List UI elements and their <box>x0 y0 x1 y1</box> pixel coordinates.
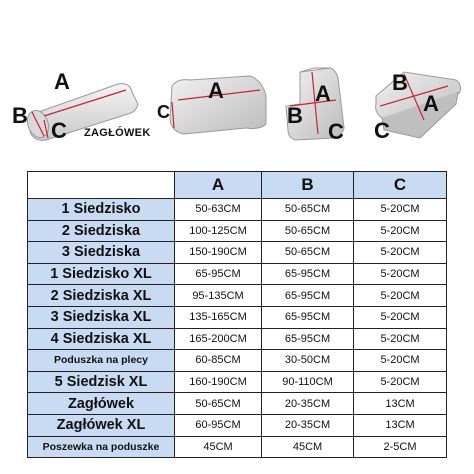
pillow-label-c: C <box>51 118 67 143</box>
cell-c: 5-20CM <box>354 199 447 221</box>
table-row <box>28 242 447 264</box>
cell-c: 5-20CM <box>354 371 447 393</box>
table-row <box>28 285 447 307</box>
row-name: 2 Siedziska XL <box>28 285 175 307</box>
cell-a: 95-135CM <box>175 285 262 307</box>
header-b: B <box>262 172 354 199</box>
cell-b: 50-65CM <box>262 199 354 221</box>
header-c: C <box>354 172 447 199</box>
cushion-label-a: A <box>423 91 439 116</box>
seat-label-c: C <box>157 102 170 122</box>
cell-c: 13CM <box>354 414 447 436</box>
table-row <box>28 414 447 436</box>
row-name: 1 Siedzisko <box>28 199 175 221</box>
cushion-label-b: B <box>392 70 408 95</box>
row-name: 5 Siedzisk XL <box>28 371 175 393</box>
cell-a: 50-63CM <box>175 199 262 221</box>
cell-b: 65-95CM <box>262 328 354 350</box>
header-a: A <box>175 172 262 199</box>
cushion-label-c: C <box>374 118 390 143</box>
cell-b: 65-95CM <box>262 285 354 307</box>
back-label-a: A <box>315 81 331 106</box>
cell-b: 50-65CM <box>262 220 354 242</box>
cell-b: 50-65CM <box>262 242 354 264</box>
table-row <box>28 199 447 221</box>
cell-c: 5-20CM <box>354 285 447 307</box>
cell-c: 5-20CM <box>354 263 447 285</box>
row-name: 1 Siedzisko XL <box>28 263 175 285</box>
cell-c: 2-5CM <box>354 436 447 458</box>
cell-c: 5-20CM <box>354 350 447 372</box>
row-name: 4 Siedziska XL <box>28 328 175 350</box>
table-row <box>28 306 447 328</box>
row-name: Poszewka na poduszke <box>28 436 175 458</box>
size-table-header-row <box>28 172 447 199</box>
cell-b: 20-35CM <box>262 393 354 415</box>
row-name: Zagłówek XL <box>28 414 175 436</box>
table-row <box>28 371 447 393</box>
seat-label-a: A <box>208 78 224 103</box>
pillow-label-b: B <box>12 103 28 128</box>
cell-a: 160-190CM <box>175 371 262 393</box>
cell-b: 90-110CM <box>262 371 354 393</box>
cell-a: 45CM <box>175 436 262 458</box>
row-name: Poduszka na plecy <box>28 350 175 372</box>
cell-a: 165-200CM <box>175 328 262 350</box>
row-name: Zagłówek <box>28 393 175 415</box>
cell-c: 13CM <box>354 393 447 415</box>
cell-a: 100-125CM <box>175 220 262 242</box>
headrest-caption: ZAGŁÓWEK <box>84 127 151 139</box>
cell-b: 45CM <box>262 436 354 458</box>
row-name: 2 Siedziska <box>28 220 175 242</box>
back-label-c: C <box>328 119 344 144</box>
table-row <box>28 393 447 415</box>
cell-a: 50-65CM <box>175 393 262 415</box>
cell-a: 60-95CM <box>175 414 262 436</box>
cell-b: 30-50CM <box>262 350 354 372</box>
cell-b: 65-95CM <box>262 306 354 328</box>
row-name: 3 Siedziska <box>28 242 175 264</box>
cell-b: 65-95CM <box>262 263 354 285</box>
illustration-strip <box>0 0 474 165</box>
header-blank <box>28 172 175 199</box>
cell-a: 60-85CM <box>175 350 262 372</box>
table-row <box>28 350 447 372</box>
table-row <box>28 436 447 458</box>
back-label-b: B <box>287 103 303 128</box>
row-name: 3 Siedziska XL <box>28 306 175 328</box>
cell-a: 65-95CM <box>175 263 262 285</box>
cell-a: 135-165CM <box>175 306 262 328</box>
cell-b: 20-35CM <box>262 414 354 436</box>
size-table <box>27 171 447 458</box>
pillow-label-a: A <box>54 69 70 94</box>
cell-a: 150-190CM <box>175 242 262 264</box>
table-row <box>28 263 447 285</box>
cell-c: 5-20CM <box>354 242 447 264</box>
cell-c: 5-20CM <box>354 306 447 328</box>
cell-c: 5-20CM <box>354 220 447 242</box>
table-row <box>28 328 447 350</box>
cell-c: 5-20CM <box>354 328 447 350</box>
table-row <box>28 220 447 242</box>
